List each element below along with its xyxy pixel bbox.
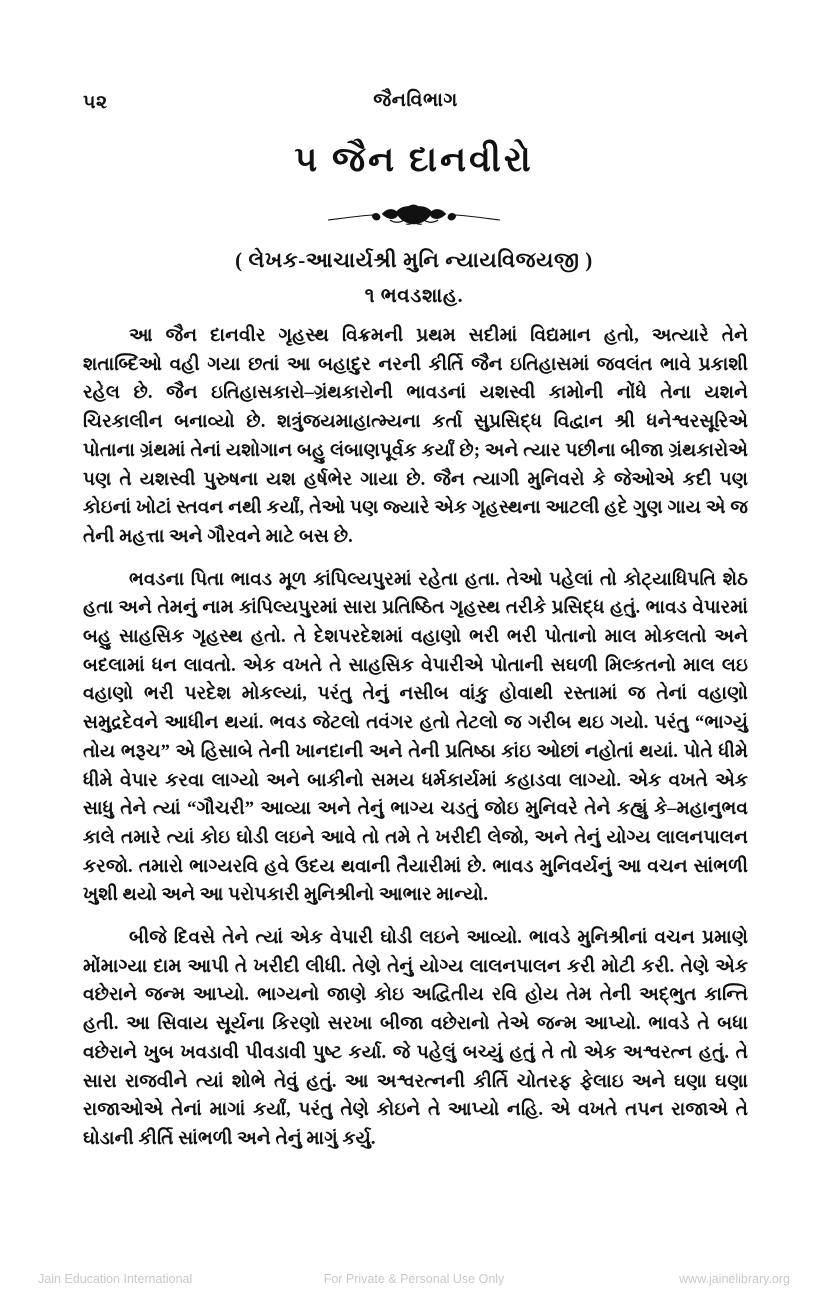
paragraph xyxy=(83,924,748,1154)
paragraph-text: ભવડના પિતા ભાવડ મૂળ કાંપિલ્યપુરમાં રહેતા હતા. તેઓ પહેલાં તો કોટ્યાધિપતિ શેઠ હતા અને તેમનું નામ કાંપિલ્યપુરમાં સારા પ્રતિષ્ઠિત ગૃહસ્થ તરીકે પ્રસિદ્ધ હતું. ભાવડ વેપારમાં બહુ સાહસિક ગૃહસ્થ હતો. તે દેશપરદેશમાં વહાણો ભરી ભરી પોતાનો માલ મોકલતો અને બદલામાં ધન લાવતો. એક વખતે તે સાહસિક વેપારીએ પોતાની સઘળી મિલ્કતનો માલ લઇ વહાણો ભરી પરદેશ મોકલ્યાં, પરંતુ તેનું નસીબ વાંકુ હોવાથી રસ્તામાં જ તેનાં વહાણો સમુદ્રદેવને આધીન થયાં. ભવડ જેટલો તવંગર હતો તેટલો જ ગરીબ થઇ ગયો. પરંતુ “ભાગ્યું તોય ભરૂચ” એ હિસાબે તેની ખાનદાની અને તેની પ્રતિષ્ઠા કાંઇ ઓછાં નહોતાં થયાં. પોતે ધીમે ધીમે વેપાર કરવા લાગ્યો અને બાકીનો સમય ધર્મકાર્યમાં કહાડવા લાગ્યો. એક વખતે એક સાધુ તેને ત્યાં “ગૌચરી” આવ્યા અને તેનું ભાગ્ય ચડતું જોઇ મુનિવરે તેને કહ્યું કે–મહાનુભવ કાલે તમારે ત્યાં કોઇ ઘોડી લઇને આવે તો તમે તે ખરીદી લેજો, અને તેનું યોગ્ય લાલનપાલન કરજો. તમારો ભાગ્યરવિ હવે ઉદય થવાની તૈયારીમાં છે. ભાવડ મુનિવર્યનું આ વચન સાંભળી ખુશી થયો અને આ પરોપકારી મુનિશ્રીનો આભાર માન્યો. xyxy=(83,569,749,906)
paragraph-text: આ જૈન દાનવીર ગૃહસ્થ વિક્રમની પ્રથમ સદીમાં વિદ્યમાન હતો, અત્યારે તેને શતાબ્દિઓ વહી ગયા છતાં આ બહાદુર નરની કીર્તિ જૈન ઇતિહાસમાં જવલંત ભાવે પ્રકાશી રહેલ છે. જૈન ઇતિહાસકારો–ગ્રંથકારોની ભાવડનાં યશસ્વી કામોની નોંધે તેના યશને ચિરકાલીન બનાવ્યો છે. શત્રુંજયમાહાત્મ્યના કર્તા સુપ્રસિદ્ધ વિદ્વાન શ્રી ધનેશ્વરસૂરિએ પોતાના ગ્રંથમાં તેનાં યશોગાન બહુ લંબાણપૂર્વક કર્યાં છે; અને ત્યાર પછીના બીજા ગ્રંથકારોએ પણ તે યશસ્વી પુરુષના યશ હર્ષભેર ગાયા છે. જૈન ત્યાગી મુનિવરો કે જેઓએ કદી પણ કોઇનાં ખોટાં સ્તવન નથી કર્યાં, તેઓ પણ જ્યારે એક ગૃહસ્થના આટલી હદે ગુણ ગાય એ જ તેની મહત્તા અને ગૌરવને માટે બસ છે. xyxy=(83,326,748,547)
author-byline: ( લેખક-આચાર્યશ્રી મુનિ ન્યાયવિજયજી ) xyxy=(235,248,593,272)
body-text-block xyxy=(83,322,748,1154)
floral-vine-divider-icon xyxy=(0,203,828,229)
footer-organization: Jain Education International xyxy=(38,1272,193,1286)
page-title: ૫ જૈન દાનવીરો xyxy=(294,140,534,179)
page-number: ૫૨ xyxy=(83,92,108,113)
paragraph xyxy=(83,322,748,552)
section-heading: ૧ ભવડશાહ. xyxy=(364,285,464,307)
running-header xyxy=(83,90,748,120)
paragraph xyxy=(83,566,748,910)
footer-website: www.jainelibrary.org xyxy=(679,1272,790,1286)
page-footer xyxy=(0,1272,828,1294)
running-header-title: જૈનવિભાગ xyxy=(373,90,458,111)
paragraph-text: બીજે દિવસે તેને ત્યાં એક વેપારી ઘોડી લઇને આવ્યો. ભાવડે મુનિશ્રીનાં વચન પ્રમાણે મોંમાગ્યા દામ આપી તે ખરીદી લીધી. તેણે તેનું યોગ્ય લાલનપાલન કરી મોટી કરી. તેણે એક વછેરાને જન્મ આપ્યો. ભાગ્યનો જાણે કોઇ અદ્વિતીય રવિ હોય તેમ તેની અદ્ભુત કાન્તિ હતી. આ સિવાય સૂર્યના કિરણો સરખા બીજા વછેરાનો તેએ જન્મ આપ્યો. ભાવડે તે બધા વછેરાને ખુબ ખવડાવી પીવડાવી પુષ્ટ કર્યા. જે પહેલું બચ્યું હતું તે તો એક અશ્વરત્ન હતું. તે સારા રાજવીને ત્યાં શોભે તેવું હતું. આ અશ્વરત્નની કીર્તિ ચોતરફ ફેલાઇ અને ઘણા ઘણા રાજાઓએ તેનાં માગાં કર્યાં, પરંતુ તેણે કોઇને તે આપ્યો નહિ. એ વખતે તપન રાજાએ તે ઘોડાની કીર્તિ સાંભળી અને તેનું માગું કર્યુ. xyxy=(83,928,749,1149)
footer-usage-notice: For Private & Personal Use Only xyxy=(323,1272,505,1286)
